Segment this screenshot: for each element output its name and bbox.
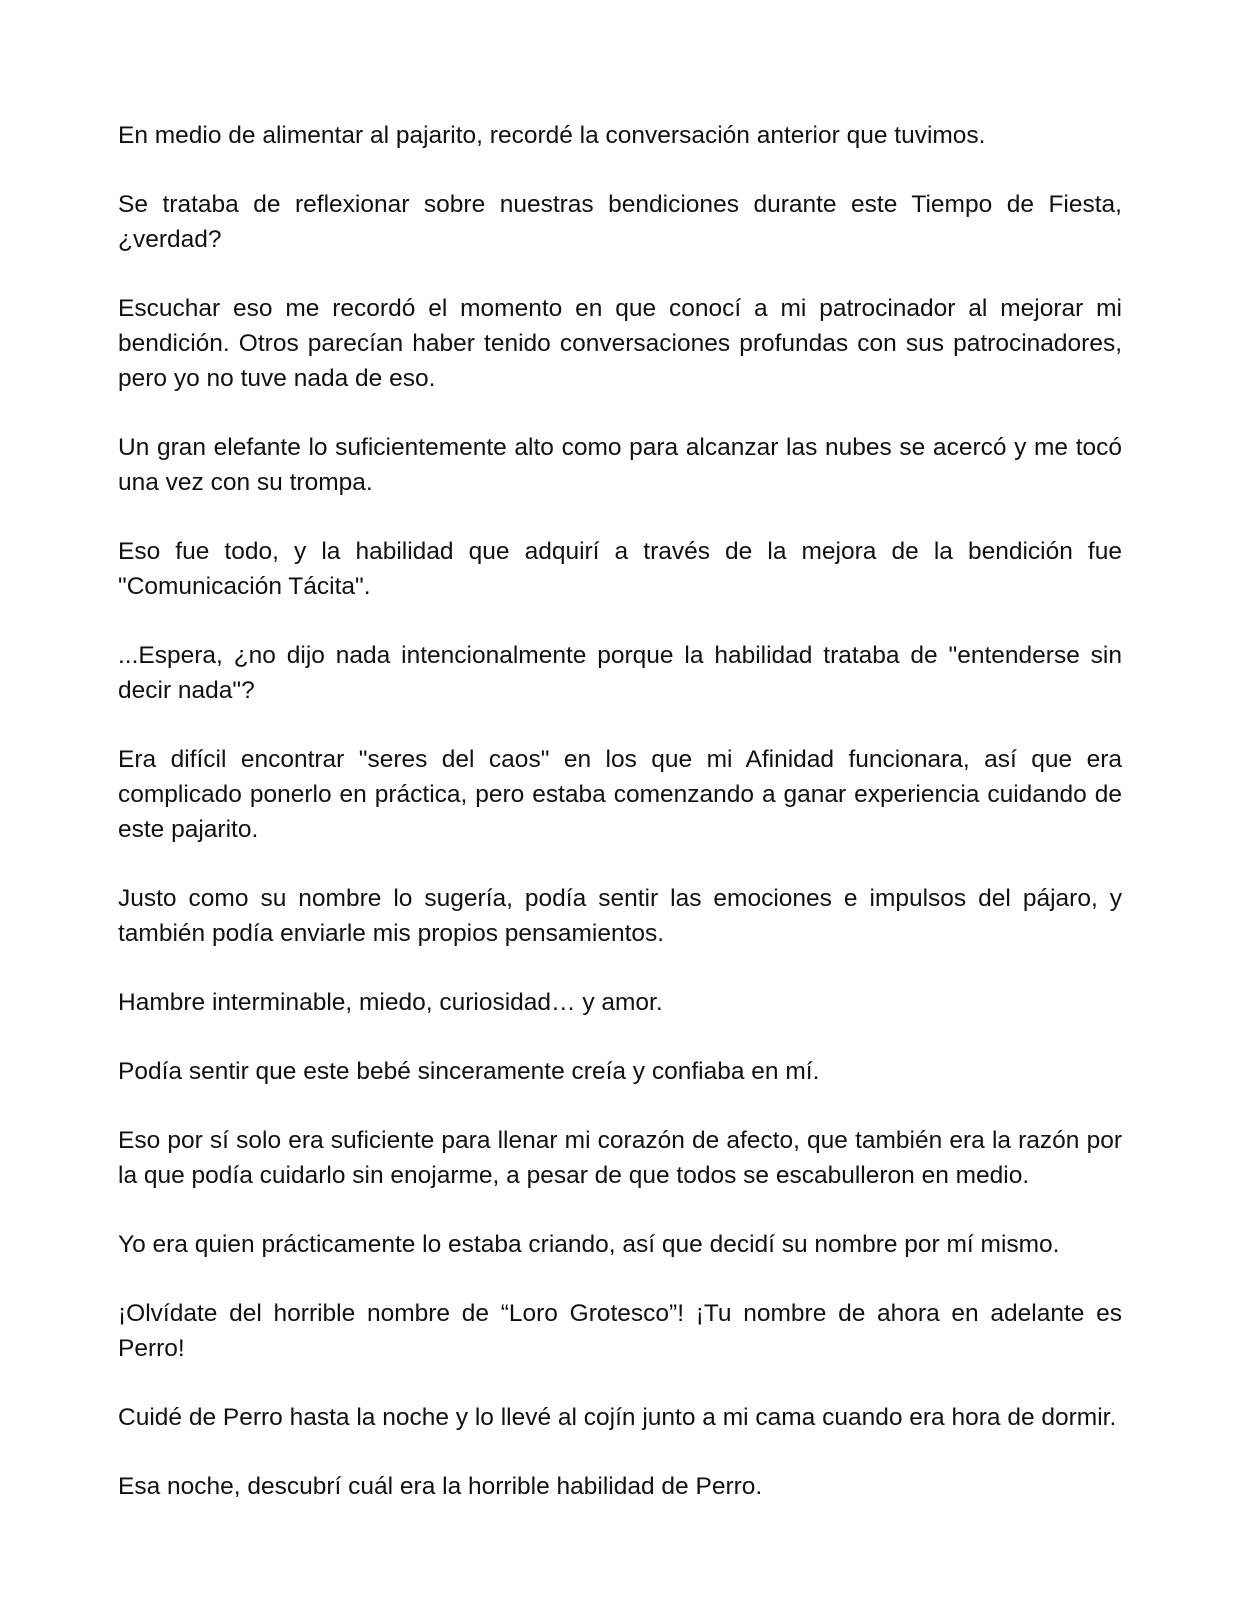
document-body [118, 118, 1122, 1504]
paragraph: Cuidé de Perro hasta la noche y lo llevé al cojín junto a mi cama cuando era hora de dormir. [118, 1404, 1117, 1431]
paragraph: ¡Olvídate del horrible nombre de “Loro Grotesco”! ¡Tu nombre de ahora en adelante es Perro! [118, 1300, 1122, 1362]
paragraph: Era difícil encontrar "seres del caos" en los que mi Afinidad funcionara, así que era complicado ponerlo en práctica, pero estaba comenzando a ganar experiencia cuidando de este pajarito. [118, 746, 1122, 843]
paragraph: ...Espera, ¿no dijo nada intencionalmente porque la habilidad trataba de "entenderse sin decir nada"? [118, 642, 1122, 704]
paragraph: Un gran elefante lo suficientemente alto como para alcanzar las nubes se acercó y me tocó una vez con su trompa. [118, 434, 1122, 496]
paragraph: Esa noche, descubrí cuál era la horrible habilidad de Perro. [118, 1473, 763, 1500]
paragraph: Eso fue todo, y la habilidad que adquirí a través de la mejora de la bendición fue "Comunicación Tácita". [118, 538, 1122, 600]
paragraph: Se trataba de reflexionar sobre nuestras bendiciones durante este Tiempo de Fiesta, ¿verdad? [118, 191, 1122, 253]
paragraph: Podía sentir que este bebé sinceramente creía y confiaba en mí. [118, 1058, 820, 1085]
paragraph: En medio de alimentar al pajarito, recordé la conversación anterior que tuvimos. [118, 122, 986, 149]
paragraph: Eso por sí solo era suficiente para llenar mi corazón de afecto, que también era la razón por la que podía cuidarlo sin enojarme, a pesar de que todos se escabulleron en medio. [118, 1127, 1122, 1189]
paragraph: Yo era quien prácticamente lo estaba criando, así que decidí su nombre por mí mismo. [118, 1231, 1060, 1258]
paragraph: Hambre interminable, miedo, curiosidad… y amor. [118, 989, 663, 1016]
paragraph: Justo como su nombre lo sugería, podía sentir las emociones e impulsos del pájaro, y también podía enviarle mis propios pensamientos. [118, 885, 1122, 947]
paragraph: Escuchar eso me recordó el momento en que conocí a mi patrocinador al mejorar mi bendición. Otros parecían haber tenido conversaciones profundas con sus patrocinadores, pero yo no tuve nada de eso. [118, 295, 1122, 392]
